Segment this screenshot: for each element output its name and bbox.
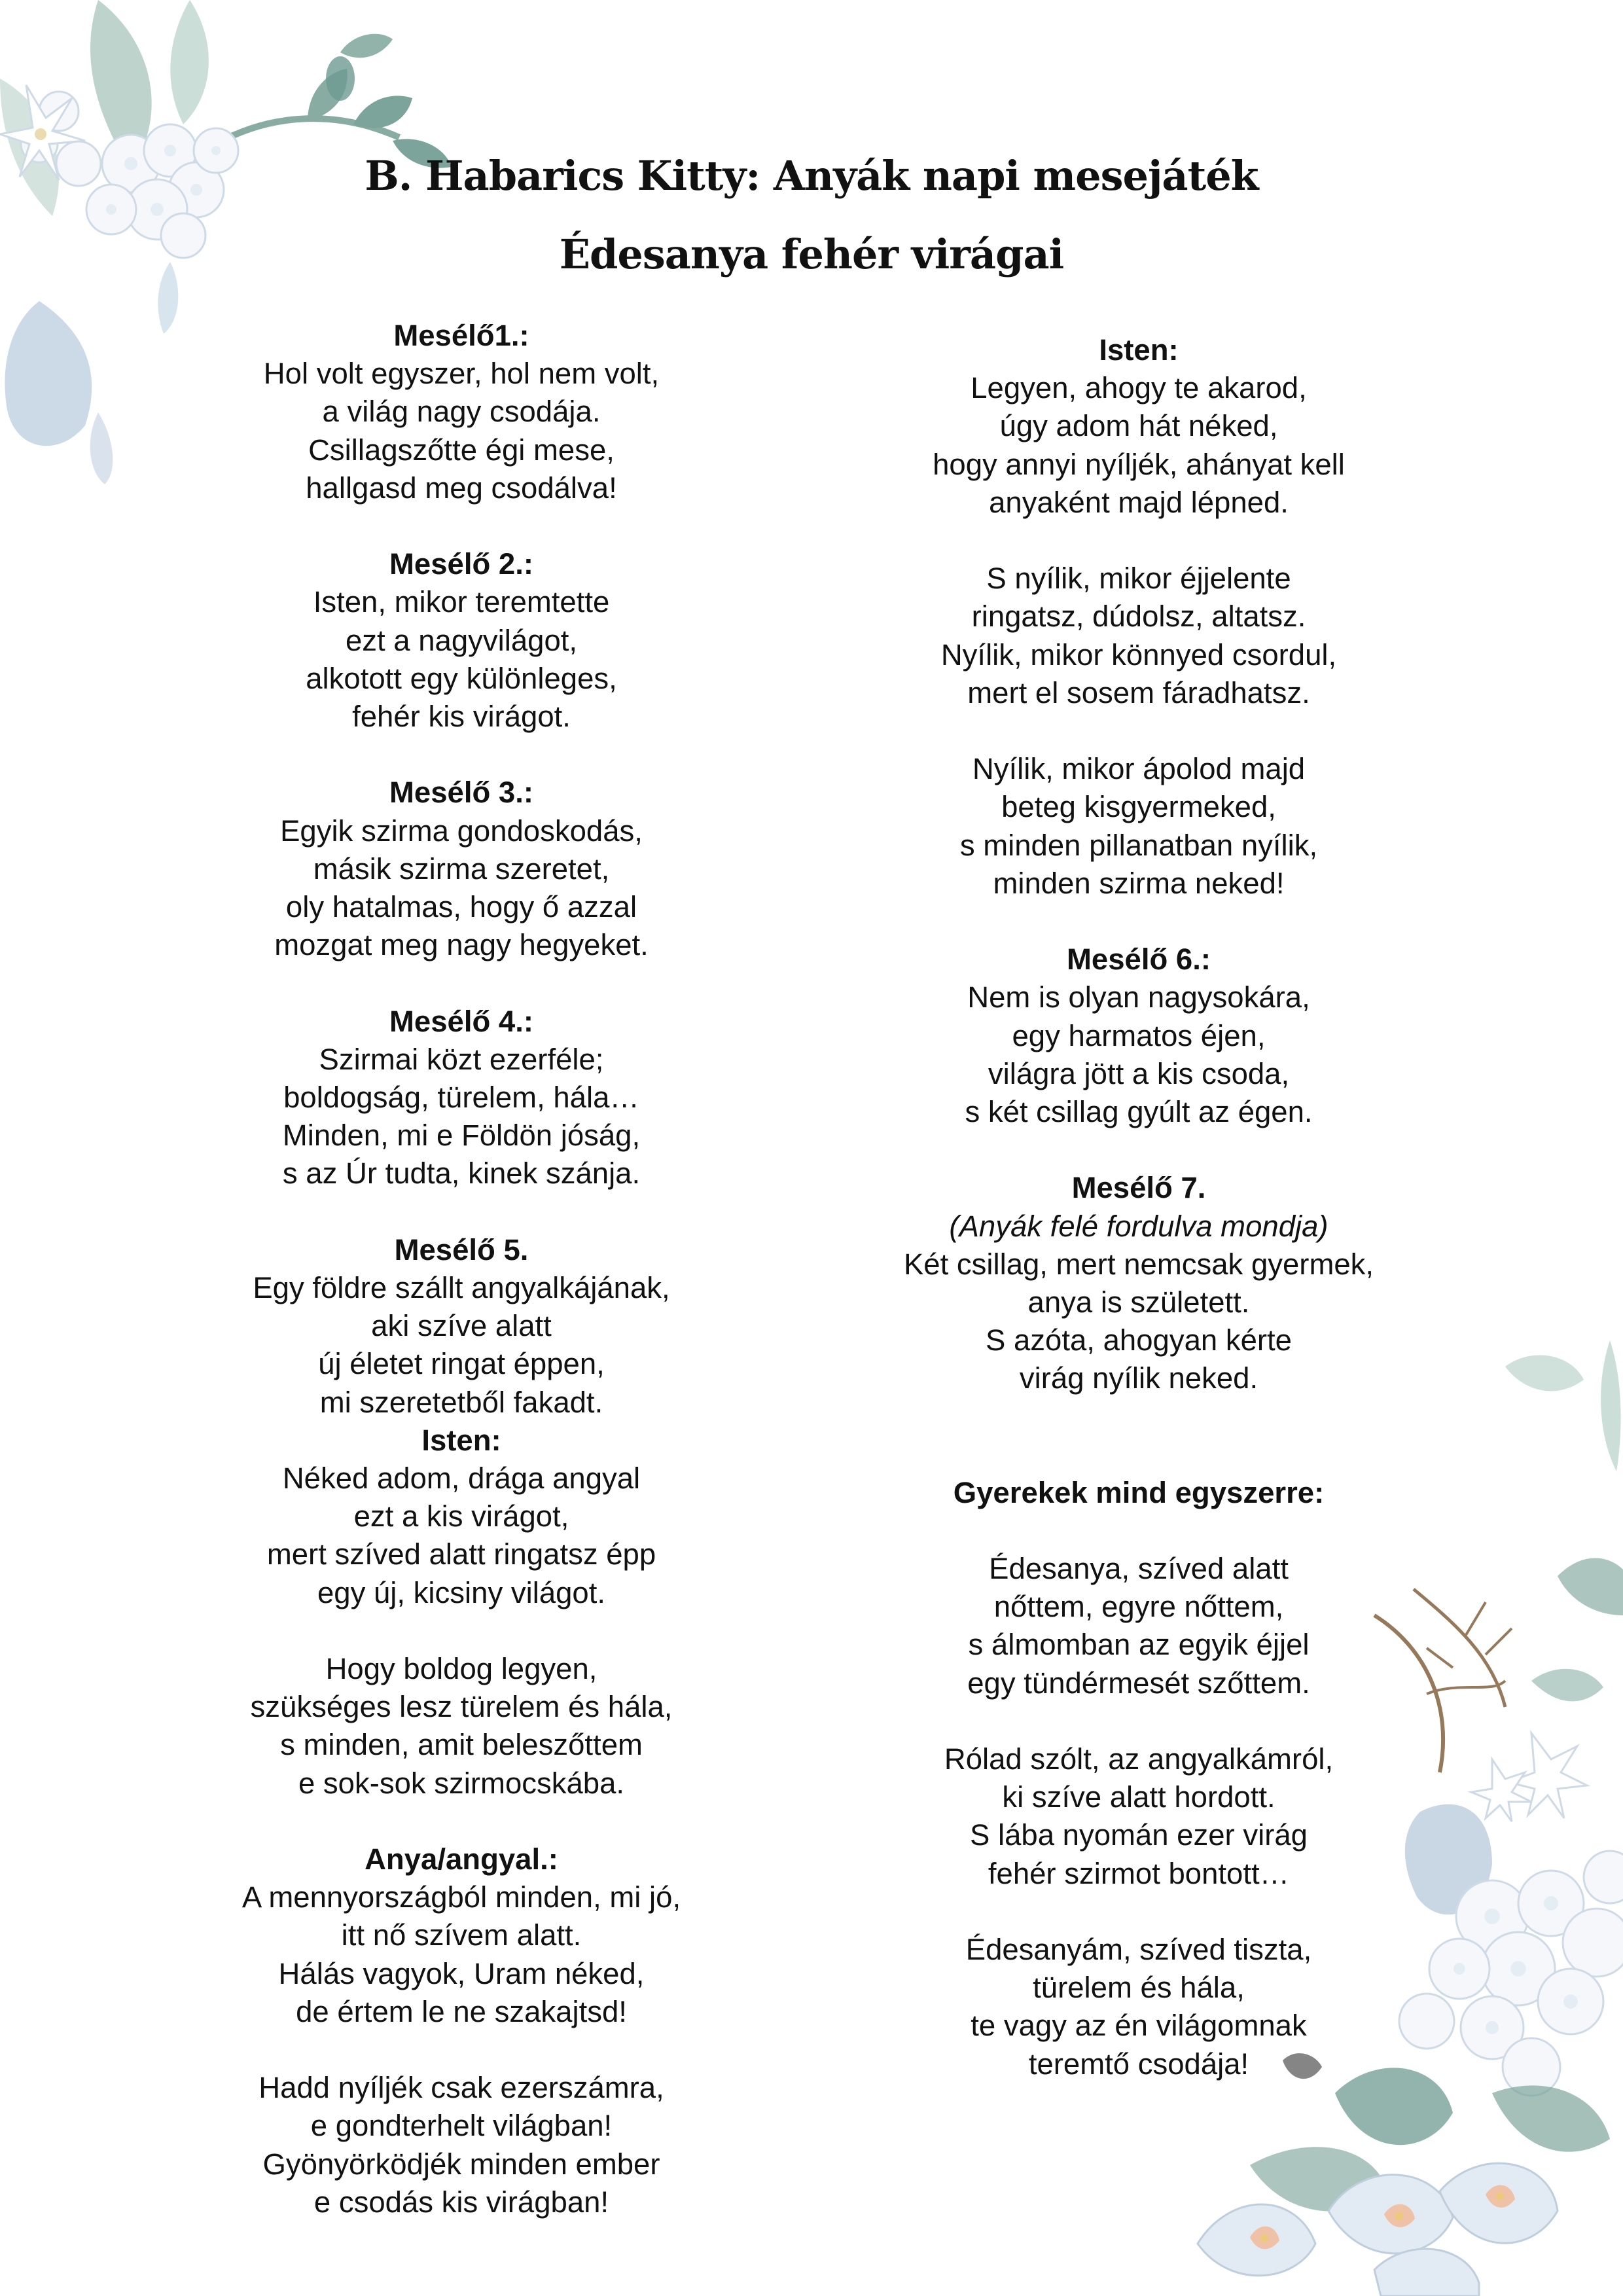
verse-line: Egy földre szállt angyalkájának,	[253, 1271, 670, 1305]
page-title: B. Habarics Kitty: Anyák napi mesejáték	[365, 152, 1258, 200]
verse-line: türelem és hála,	[1033, 1971, 1245, 2005]
verse-line: másik szirma szeretet,	[313, 852, 610, 886]
verse-line: Egyik szirma gondoskodás,	[280, 814, 643, 848]
verse-line: S lába nyomán ezer virág	[970, 1818, 1308, 1852]
verse-line: Csillagszőtte égi mese,	[308, 433, 615, 467]
verse-line: Isten, mikor teremtette	[313, 585, 610, 619]
verse-line: Minden, mi e Földön jóság,	[282, 1119, 641, 1153]
verse-line: világra jött a kis csoda,	[988, 1056, 1290, 1090]
verse-line: Nyílik, mikor ápolod majd	[972, 752, 1306, 786]
speaker-label: Mesélő1.:	[393, 319, 529, 352]
stanza	[196, 545, 726, 736]
verse-line: új életet ringat éppen,	[318, 1347, 605, 1381]
speaker-label: Mesélő 3.:	[389, 776, 533, 810]
stanza	[196, 1231, 726, 1422]
verse-line: s minden pillanatban nyílik,	[959, 828, 1318, 862]
verse-line: Édesanyám, szíved tiszta,	[965, 1933, 1312, 1967]
right-column	[870, 331, 1407, 2083]
verse-line: minden szirma neked!	[993, 866, 1285, 900]
stanza	[870, 1474, 1407, 1512]
verse-line: ezt a kis virágot,	[353, 1499, 569, 1534]
verse-line: teremtő csodája!	[1028, 2047, 1249, 2081]
stanza	[870, 1169, 1407, 1397]
verse-line: mert szíved alatt ringatsz épp	[266, 1537, 656, 1571]
verse-line: oly hatalmas, hogy ő azzal	[285, 890, 637, 924]
stanza	[196, 1840, 726, 2031]
speaker-label: Mesélő 5.	[394, 1232, 529, 1266]
verse-line: anyaként majd lépned.	[989, 485, 1289, 519]
verse-line: ki szíve alatt hordott.	[1002, 1780, 1275, 1814]
verse-line: Rólad szólt, az angyalkámról,	[944, 1742, 1334, 1776]
verse-line: aki szíve alatt	[371, 1309, 552, 1343]
stanza	[196, 1003, 726, 1193]
stanza	[870, 560, 1407, 712]
verse-line: Két csillag, mert nemcsak gyermek,	[903, 1247, 1374, 1281]
stage-direction: (Anyák felé fordulva mondja)	[949, 1209, 1329, 1243]
stanza	[870, 1550, 1407, 1702]
left-column	[196, 317, 726, 2221]
stanza	[196, 774, 726, 964]
stanza	[870, 750, 1407, 903]
verse-line: ringatsz, dúdolsz, altatsz.	[971, 600, 1306, 634]
verse-line: mozgat meg nagy hegyeket.	[274, 928, 649, 962]
speaker-label: Mesélő 2.:	[389, 547, 533, 581]
verse-line: mert el sosem fáradhatsz.	[967, 675, 1310, 709]
verse-line: egy új, kicsiny világot.	[317, 1575, 606, 1609]
verse-line: de értem le ne szakajtsd!	[296, 1994, 627, 2028]
verse-line: mi szeretetből fakadt.	[319, 1385, 603, 1419]
speaker-label: Gyerekek mind egyszerre:	[953, 1475, 1325, 1509]
verse-line: Nem is olyan nagysokára,	[967, 980, 1310, 1014]
verse-line: Gyönyörködjék minden ember	[262, 2147, 660, 2181]
verse-line: hogy annyi nyíljék, ahányat kell	[933, 447, 1345, 481]
verse-line: anya is született.	[1027, 1285, 1250, 1319]
verse-line: e gondterhelt világban!	[310, 2109, 613, 2143]
verse-line: Hol volt egyszer, hol nem volt,	[263, 357, 660, 391]
verse-line: Hálás vagyok, Uram néked,	[278, 1956, 645, 1990]
stanza	[196, 2069, 726, 2221]
verse-line: Hogy boldog legyen,	[325, 1652, 597, 1686]
stanza	[870, 1931, 1407, 2083]
stanza	[870, 331, 1407, 522]
verse-line: A mennyországból minden, mi jó,	[241, 1880, 681, 1914]
verse-line: s két csillag gyúlt az égen.	[965, 1095, 1313, 1129]
verse-line: S azóta, ahogyan kérte	[986, 1323, 1292, 1357]
speaker-label: Isten:	[421, 1423, 501, 1457]
stanza	[196, 317, 726, 507]
verse-line: úgy adom hát néked,	[999, 409, 1278, 443]
speaker-label: Mesélő 6.:	[1067, 942, 1211, 977]
verse-line: egy tündérmesét szőttem.	[967, 1666, 1310, 1700]
verse-line: boldogság, türelem, hála…	[283, 1081, 639, 1115]
verse-line: s az Úr tudta, kinek szánja.	[282, 1157, 641, 1191]
verse-line: nőttem, egyre nőttem,	[993, 1590, 1284, 1624]
verse-line: fehér kis virágot.	[352, 700, 571, 734]
stanza	[196, 1422, 726, 1612]
verse-line: beteg kisgyermeked,	[1001, 790, 1276, 824]
verse-line: Édesanya, szíved alatt	[989, 1552, 1289, 1586]
verse-line: hallgasd meg csodálva!	[306, 471, 617, 505]
verse-line: Nyílik, mikor könnyed csordul,	[940, 637, 1337, 672]
stanza	[196, 1650, 726, 1803]
speaker-label: Isten:	[1099, 333, 1179, 367]
stanza	[870, 941, 1407, 1131]
speaker-label: Anya/angyal.:	[365, 1842, 558, 1876]
verse-line: alkotott egy különleges,	[306, 661, 617, 695]
speaker-label: Mesélő 7.	[1071, 1171, 1206, 1205]
verse-line: Hadd nyíljék csak ezerszámra,	[259, 2071, 664, 2105]
verse-line: s álmomban az egyik éjjel	[968, 1628, 1310, 1662]
verse-line: szükséges lesz türelem és hála,	[250, 1690, 673, 1724]
verse-line: itt nő szívem alatt.	[341, 1918, 582, 1952]
verse-line: a világ nagy csodája.	[322, 395, 601, 429]
verse-line: egy harmatos éjen,	[1012, 1018, 1266, 1052]
verse-line: e csodás kis virágban!	[313, 2185, 609, 2219]
verse-line: Szirmai közt ezerféle;	[319, 1042, 604, 1076]
verse-line: fehér szirmot bontott…	[988, 1856, 1290, 1890]
verse-line: e sok-sok szirmocskába.	[298, 1766, 625, 1800]
verse-line: s minden, amit beleszőttem	[280, 1728, 643, 1762]
verse-line: te vagy az én világomnak	[971, 2009, 1307, 2043]
stanza	[870, 1740, 1407, 1893]
page-subtitle: Édesanya fehér virágai	[559, 230, 1064, 278]
verse-line: virág nyílik neked.	[1019, 1361, 1258, 1395]
speaker-label: Mesélő 4.:	[389, 1004, 533, 1038]
verse-line: Néked adom, drága angyal	[282, 1462, 641, 1496]
verse-line: ezt a nagyvilágot,	[345, 623, 578, 657]
verse-line: Legyen, ahogy te akarod,	[971, 371, 1307, 405]
verse-line: S nyílik, mikor éjjelente	[986, 562, 1291, 596]
